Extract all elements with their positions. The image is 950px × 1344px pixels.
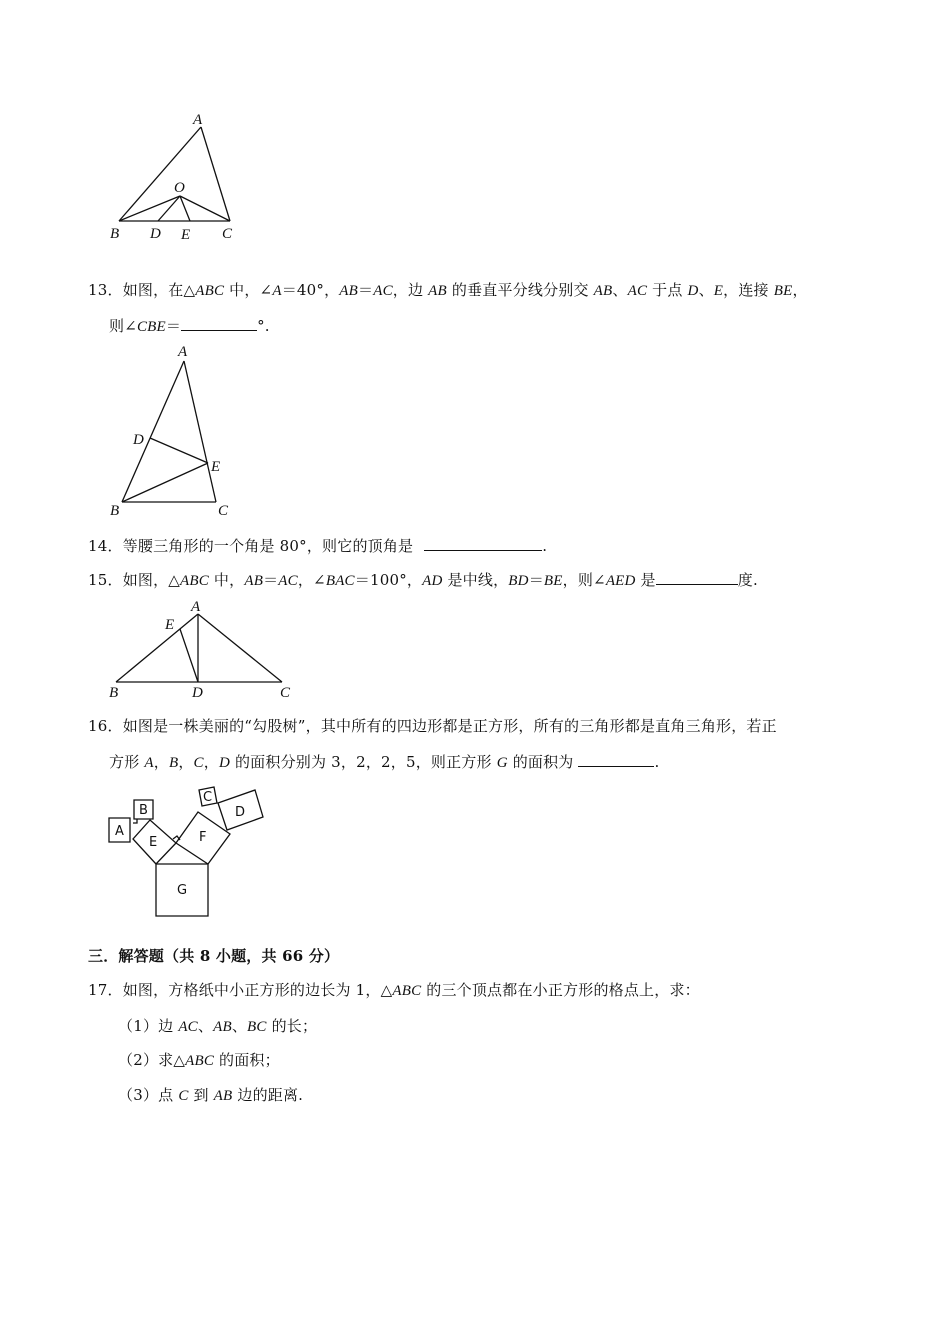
- var: C: [193, 755, 204, 771]
- var: A: [144, 755, 154, 771]
- var: ABC: [180, 573, 209, 589]
- text: 、: [698, 281, 714, 299]
- figure-q16-svg: [100, 778, 280, 928]
- figure-q12-svg: [100, 108, 250, 248]
- q17-sub1: [118, 1016, 317, 1037]
- label-b: B: [110, 503, 120, 519]
- answer-blank[interactable]: [578, 752, 654, 767]
- var: AB: [213, 1019, 232, 1035]
- edge-ac: [201, 127, 230, 221]
- var: ABC: [185, 1053, 215, 1069]
- figure-q13: [100, 340, 240, 520]
- figure-q16: [100, 778, 280, 928]
- label-d: D: [133, 432, 144, 448]
- text: ＝40°，: [281, 281, 340, 299]
- var: ABC: [195, 283, 225, 299]
- answer-blank[interactable]: [424, 536, 542, 551]
- text: 的长；: [266, 1017, 318, 1035]
- q13-line1: [88, 280, 808, 301]
- label-c: C: [203, 790, 213, 805]
- var: D: [687, 283, 699, 299]
- figure-q15-svg: [100, 596, 300, 706]
- text: 的面积为: [507, 753, 579, 771]
- text: ，边: [392, 281, 429, 299]
- q15-number: 15．: [88, 571, 123, 589]
- var: AC: [178, 1019, 198, 1035]
- q17-sub3: [118, 1085, 303, 1106]
- text: 等腰三角形的一个角是 80°，则它的顶角是: [122, 537, 419, 555]
- var: BE: [543, 573, 563, 589]
- label-d: D: [192, 685, 203, 701]
- answer-blank[interactable]: [181, 316, 257, 331]
- text: 度.: [737, 571, 758, 589]
- q16-number: 16．: [88, 717, 123, 735]
- text: 如图，方格纸中小正方形的边长为 1，△: [122, 981, 393, 999]
- label-e: E: [149, 835, 158, 850]
- edge-bo: [119, 196, 180, 221]
- text: .: [542, 537, 548, 555]
- figure-q15: [100, 596, 300, 706]
- label-c: C: [280, 685, 291, 701]
- text: ＝: [263, 571, 279, 589]
- text: ，∠: [297, 571, 326, 589]
- var: BAC: [325, 573, 355, 589]
- label-o: O: [174, 180, 185, 196]
- text: （1）边: [118, 1017, 179, 1035]
- text: ，: [792, 281, 808, 299]
- q13-text: 如图，在△: [122, 281, 196, 299]
- text: ，: [178, 753, 194, 771]
- var: AB: [428, 283, 447, 299]
- var: AC: [373, 283, 393, 299]
- text: ，连接: [723, 281, 774, 299]
- var: AB: [244, 573, 264, 589]
- edge-ab: [116, 614, 198, 682]
- var: D: [218, 755, 230, 771]
- label-b: B: [110, 226, 120, 242]
- label-e: E: [211, 459, 221, 475]
- var: AD: [422, 573, 443, 589]
- var: AB: [593, 283, 613, 299]
- text: 则∠: [109, 317, 137, 335]
- q15-line: [88, 570, 758, 591]
- text: .: [654, 753, 660, 771]
- var: G: [496, 755, 508, 771]
- label-b: B: [109, 685, 119, 701]
- label-b: B: [139, 803, 148, 818]
- q13-number: 13．: [88, 281, 123, 299]
- edge-be: [122, 463, 208, 502]
- text: （3）点: [118, 1086, 179, 1104]
- answer-blank[interactable]: [656, 570, 738, 585]
- label-d: D: [235, 805, 246, 820]
- figure-q12: [100, 108, 250, 248]
- label-e: E: [165, 617, 175, 633]
- label-a: A: [178, 344, 188, 360]
- label-a: A: [191, 599, 201, 615]
- q14-line: [88, 536, 547, 556]
- text: ，: [153, 753, 169, 771]
- text: ＝: [528, 571, 544, 589]
- label-c: C: [218, 503, 229, 519]
- text: 如图，△: [122, 571, 181, 589]
- var: E: [713, 283, 724, 299]
- edge-ab: [119, 127, 201, 221]
- label-c: C: [222, 226, 233, 242]
- var: AB: [213, 1088, 233, 1104]
- text: （2）求△: [118, 1051, 186, 1069]
- text: 于点: [647, 281, 688, 299]
- q13-line2: [109, 316, 270, 337]
- var: B: [168, 755, 179, 771]
- var: BC: [247, 1019, 267, 1035]
- text: ，: [203, 753, 219, 771]
- var: AC: [627, 283, 648, 299]
- label-d: D: [150, 226, 161, 242]
- edge-de: [150, 438, 208, 463]
- text: 、: [197, 1017, 214, 1035]
- text: 的面积分别为 3，2，2，5，则正方形: [230, 753, 497, 771]
- text: 方形: [109, 753, 145, 771]
- label-a: A: [193, 112, 203, 128]
- var: A: [272, 283, 282, 299]
- right-angle-mark: [173, 836, 180, 840]
- text: ＝: [358, 281, 374, 299]
- text: °.: [257, 317, 270, 335]
- text: 到: [188, 1086, 214, 1104]
- var: AC: [278, 573, 298, 589]
- text: 是: [635, 571, 656, 589]
- text: 中，∠: [224, 281, 273, 299]
- text: 如图是一株美丽的“勾股树”，其中所有的四边形都是正方形，所有的三角形都是直角三角形，若正: [122, 717, 777, 735]
- text: ，则∠: [562, 571, 606, 589]
- q16-line2: [109, 752, 659, 773]
- label-a: A: [115, 824, 124, 839]
- var: C: [178, 1088, 189, 1104]
- q17-sub2: [118, 1050, 280, 1071]
- var: CBE: [136, 319, 166, 335]
- label-f: F: [199, 830, 207, 845]
- label-g: G: [177, 883, 188, 898]
- text: 中，: [208, 571, 245, 589]
- q16-line1: [88, 716, 777, 736]
- text: 的三个顶点都在小正方形的格点上，求：: [421, 981, 700, 999]
- edge-od: [158, 196, 180, 221]
- var: ABC: [392, 983, 422, 999]
- q17-line: [88, 980, 700, 1001]
- edge-ac: [198, 614, 282, 682]
- label-e: E: [181, 227, 191, 243]
- edge-oc: [180, 196, 230, 221]
- var: BE: [773, 283, 793, 299]
- text: ＝: [165, 317, 182, 335]
- var: AB: [339, 283, 359, 299]
- section-title: 三．解答题（共 8 小题，共 66 分）: [88, 947, 340, 965]
- text: ＝100°，: [354, 571, 423, 589]
- q14-number: 14．: [88, 537, 123, 555]
- var: BD: [508, 573, 529, 589]
- edge-ab: [122, 361, 184, 502]
- text: 边的距离.: [232, 1086, 304, 1104]
- figure-q13-svg: [100, 340, 240, 520]
- edge-ac: [184, 361, 216, 502]
- var: AED: [605, 573, 636, 589]
- q17-number: 17．: [88, 981, 123, 999]
- text: 、: [231, 1017, 248, 1035]
- edge-ed: [180, 629, 198, 682]
- text: 的面积；: [214, 1051, 280, 1069]
- text: 、: [612, 281, 628, 299]
- text: 是中线，: [442, 571, 509, 589]
- text: 的垂直平分线分别交: [446, 281, 594, 299]
